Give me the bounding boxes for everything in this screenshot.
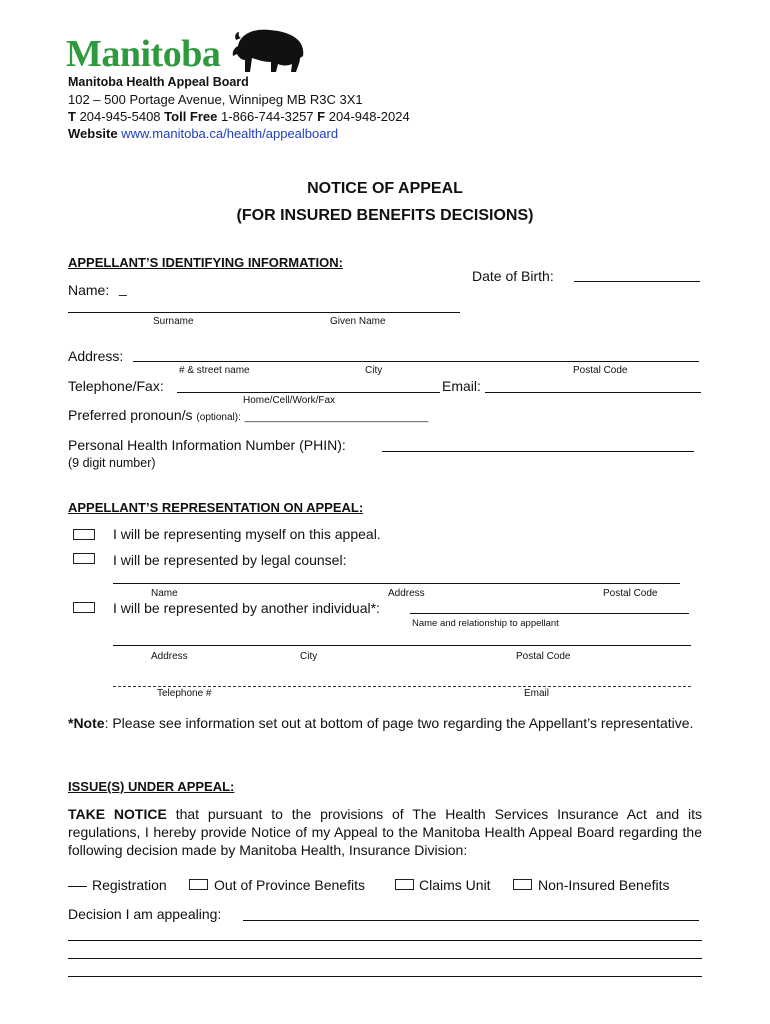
registration-label: Registration [92,877,167,893]
website-label: Website [68,126,118,141]
other-postal-caption: Postal Code [516,651,571,662]
surname-caption: Surname [153,316,194,327]
represent-self-label: I will be representing myself on this appeal. [113,526,381,542]
registration-checkbox[interactable] [68,886,87,887]
take-notice-text: that pursuant to the provisions of The Health Services Insurance Act and its regulations, I hereby provide Notice of my Appeal to the Manitoba Health Appeal Board regarding the following decision made by Manitoba Health, Insurance Division: [68,806,702,858]
other-telephone-email-field[interactable] [113,686,691,687]
telephone-fax-caption: Home/Cell/Work/Fax [243,395,336,406]
logo-wordmark: Manitoba [66,33,221,75]
dob-label: Date of Birth: [472,268,554,284]
non-insured-checkbox[interactable] [513,879,532,890]
representation-heading: APPELLANT’S REPRESENTATION ON APPEAL: [68,500,364,515]
website-link[interactable]: www.manitoba.ca/health/appealboard [121,126,339,141]
city-caption: City [365,365,383,376]
email-field[interactable] [485,392,701,393]
pronoun-label: Preferred pronoun/s [68,407,193,423]
fax-label: F [317,109,326,124]
non-insured-label: Non-Insured Benefits [538,877,670,893]
given-name-caption: Given Name [330,316,386,327]
telephone-caption: Telephone # [157,688,212,699]
email-label: Email: [442,378,481,394]
represent-legal-label: I will be represented by legal counsel: [113,552,347,568]
email-caption: Email [524,688,550,699]
note-text: : Please see information set out at bottom of page two regarding the Appellant’s representative. [104,715,694,731]
tel-value: 204-945-5408 [79,109,161,124]
phin-field[interactable] [382,451,694,452]
represent-other-checkbox[interactable] [73,602,95,613]
out-of-province-label: Out of Province Benefits [214,877,365,893]
other-individual-caption: Name and relationship to appellant [412,618,559,629]
contact-line [68,109,410,124]
tel-label: T [68,109,76,124]
org-address: 102 – 500 Portage Avenue, Winnipeg MB R3C 3X1 [68,92,363,107]
legal-postal-caption: Postal Code [603,588,658,599]
name-label: Name: [68,282,110,298]
decision-label: Decision I am appealing: [68,906,222,922]
phin-label: Personal Health Information Number (PHIN): [68,437,346,453]
tollfree-label: Toll Free [164,109,218,124]
form-subtitle: (FOR INSURED BENEFITS DECISIONS) [236,207,534,224]
represent-self-checkbox[interactable] [73,529,95,540]
take-notice-paragraph [68,805,702,859]
phin-note: (9 digit number) [68,456,156,470]
org-name: Manitoba Health Appeal Board [68,75,249,89]
telephone-fax-label: Telephone/Fax: [68,378,164,394]
decision-field-1[interactable] [243,920,699,921]
issues-heading: ISSUE(S) UNDER APPEAL: [68,779,235,794]
name-mark: _ [119,280,127,296]
tollfree-value: 1-866-744-3257 [221,109,314,124]
dob-field[interactable] [574,281,700,282]
decision-field-2[interactable] [68,940,702,941]
name-field[interactable] [68,312,460,313]
website-line [68,126,338,141]
representative-note [68,714,702,732]
form-title: NOTICE OF APPEAL [307,180,463,197]
fax-value: 204-948-2024 [328,109,410,124]
decision-field-3[interactable] [68,958,702,959]
other-individual-field[interactable] [410,613,689,614]
identifying-heading: APPELLANT’S IDENTIFYING INFORMATION: [68,255,343,270]
note-label: *Note [68,715,105,731]
street-caption: # & street name [179,365,250,376]
decision-field-4[interactable] [68,976,702,977]
address-field[interactable] [133,361,699,362]
take-notice-label: TAKE NOTICE [68,806,167,822]
claims-unit-checkbox[interactable] [395,879,414,890]
legal-name-caption: Name [151,588,178,599]
other-address-field[interactable] [113,645,691,646]
pronoun-line [68,407,428,423]
pronoun-optional: (optional): [196,412,241,423]
out-of-province-checkbox[interactable] [189,879,208,890]
claims-unit-label: Claims Unit [419,877,491,893]
other-city-caption: City [300,651,318,662]
legal-address-caption: Address [388,588,425,599]
manitoba-logo [66,26,316,78]
pronoun-field[interactable]: _________________________________ [244,412,429,423]
telephone-fax-field[interactable] [177,392,440,393]
bison-icon [230,26,308,76]
legal-counsel-field[interactable] [113,583,680,584]
represent-legal-checkbox[interactable] [73,553,95,564]
represent-other-label: I will be represented by another individual*: [113,600,380,616]
other-address-caption: Address [151,651,188,662]
address-label: Address: [68,348,124,364]
postal-code-caption: Postal Code [573,365,628,376]
